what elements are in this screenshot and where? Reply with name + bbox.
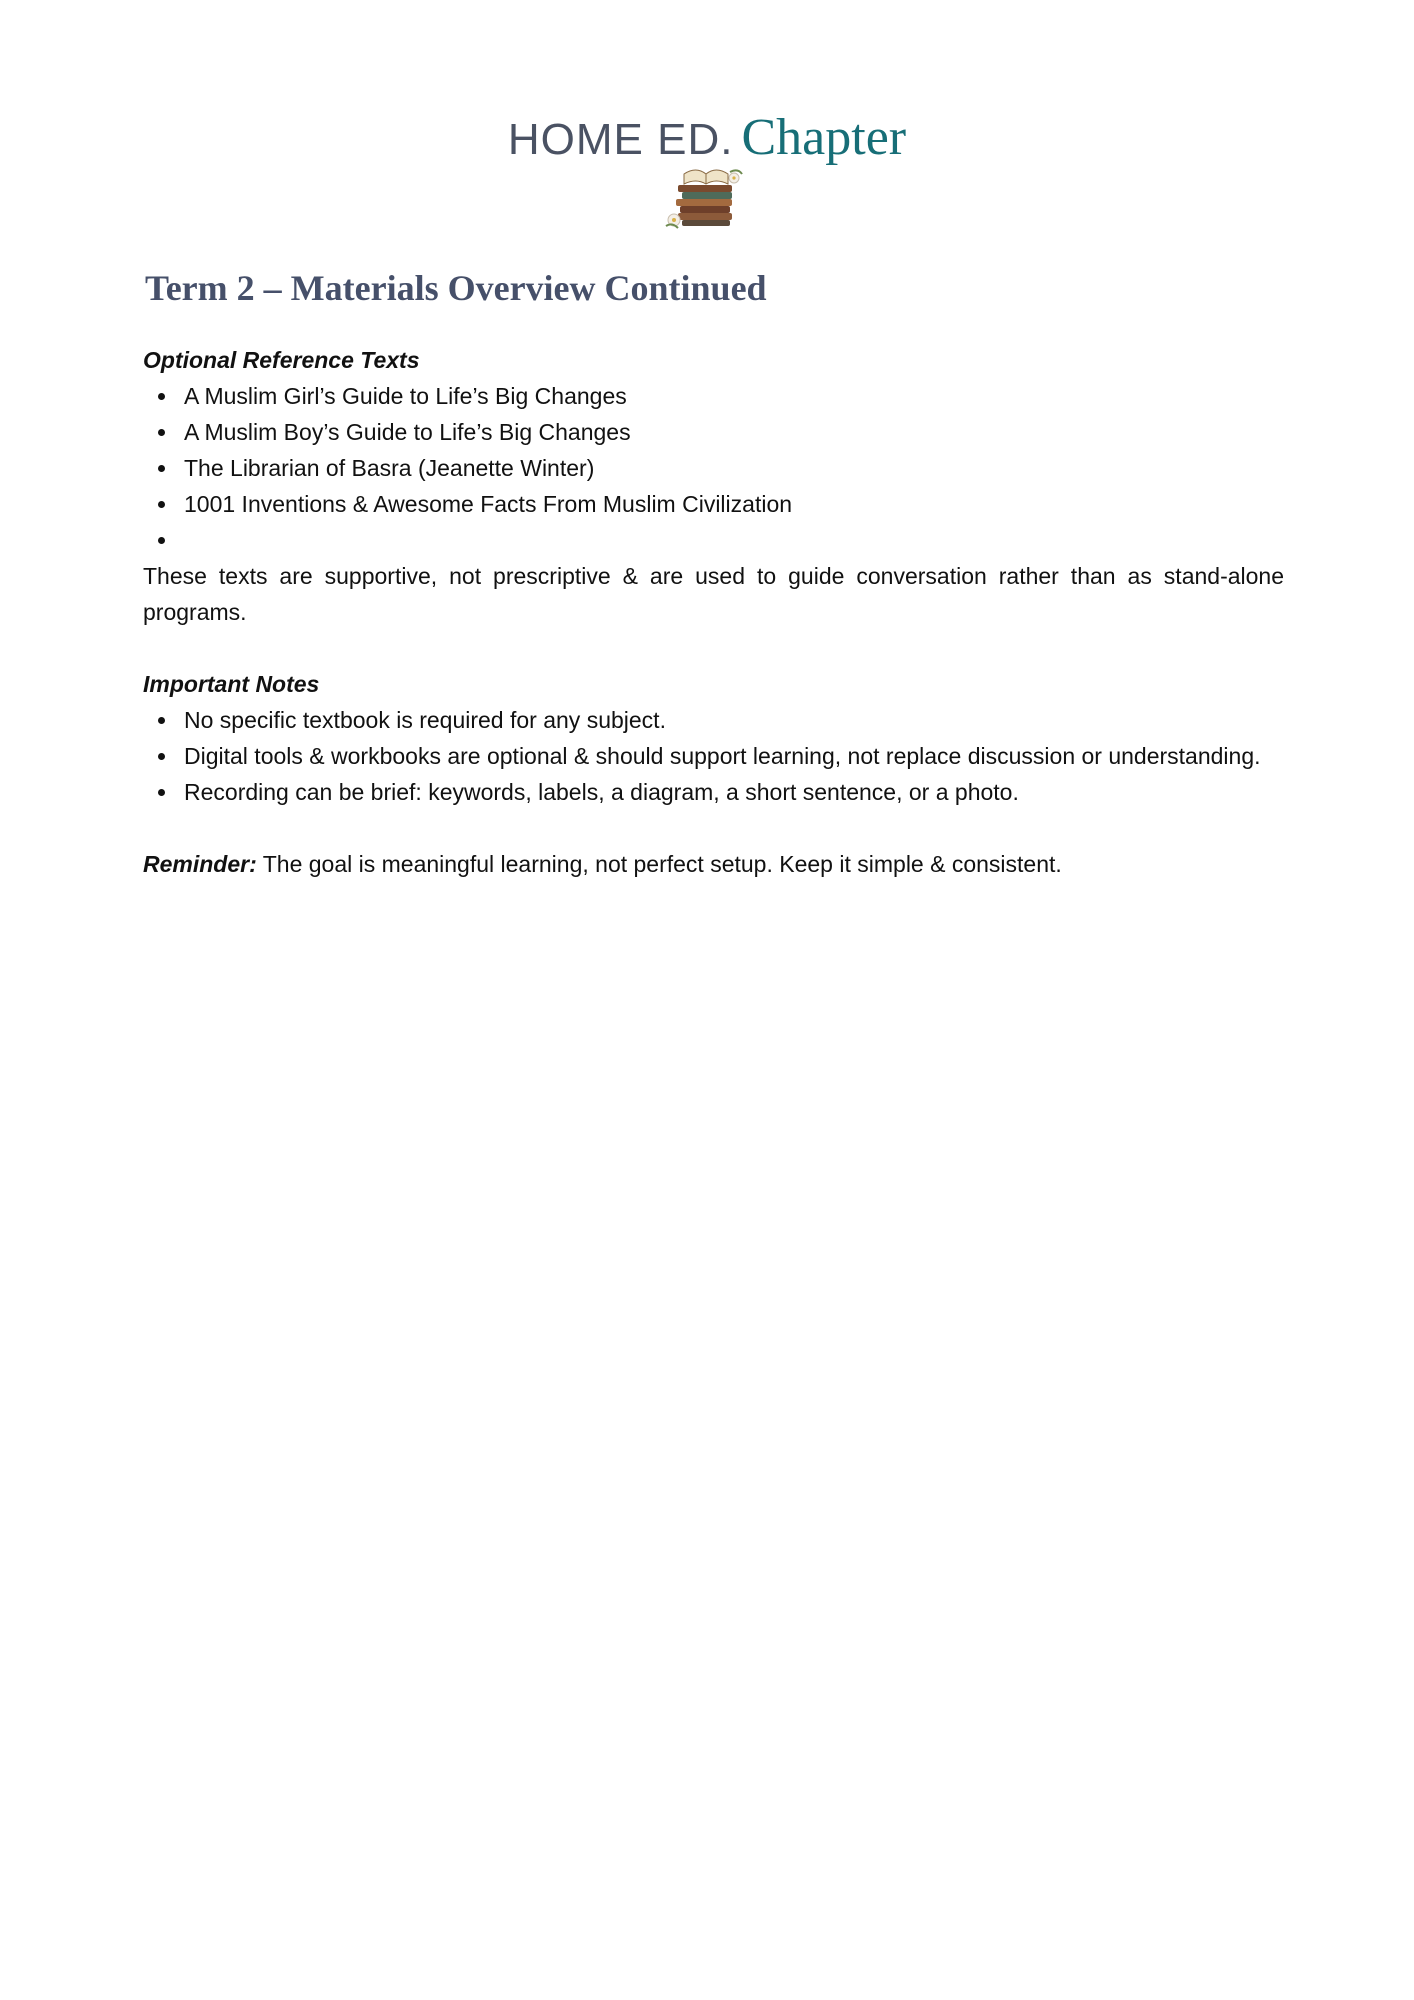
books-icon [662, 162, 748, 232]
main-content [143, 262, 1284, 882]
logo-chapter-text: Chapter [741, 109, 907, 166]
optional-reference-list [143, 378, 1284, 558]
logo-home-text: HOME ED. [507, 115, 734, 164]
spacer [143, 810, 1284, 846]
brand-logo [0, 108, 1414, 167]
list-item: The Librarian of Basra (Jeanette Winter) [184, 450, 1284, 486]
important-notes-heading: Important Notes [143, 671, 320, 697]
important-notes-list [143, 702, 1284, 810]
list-item-empty [184, 522, 1284, 558]
reminder-paragraph [143, 846, 1284, 882]
list-item: A Muslim Boy’s Guide to Life’s Big Changes [184, 414, 1284, 450]
list-item: Recording can be brief: keywords, labels, a diagram, a short sentence, or a photo. [184, 774, 1284, 810]
spacer [143, 630, 1284, 666]
optional-reference-heading: Optional Reference Texts [143, 347, 420, 373]
list-item: 1001 Inventions & Awesome Facts From Muslim Civilization [184, 486, 1284, 522]
page-title: Term 2 – Materials Overview Continued [145, 268, 767, 308]
list-item: No specific textbook is required for any subject. [184, 702, 1284, 738]
reminder-text: The goal is meaningful learning, not perfect setup. Keep it simple & consistent. [256, 851, 1062, 877]
list-item: A Muslim Girl’s Guide to Life’s Big Changes [184, 378, 1284, 414]
reminder-label: Reminder: [143, 851, 257, 877]
reference-note: These texts are supportive, not prescriptive & are used to guide conversation rather than as stand-alone programs. [143, 563, 1284, 625]
list-item: Digital tools & workbooks are optional & should support learning, not replace discussion or understanding. [184, 738, 1284, 774]
